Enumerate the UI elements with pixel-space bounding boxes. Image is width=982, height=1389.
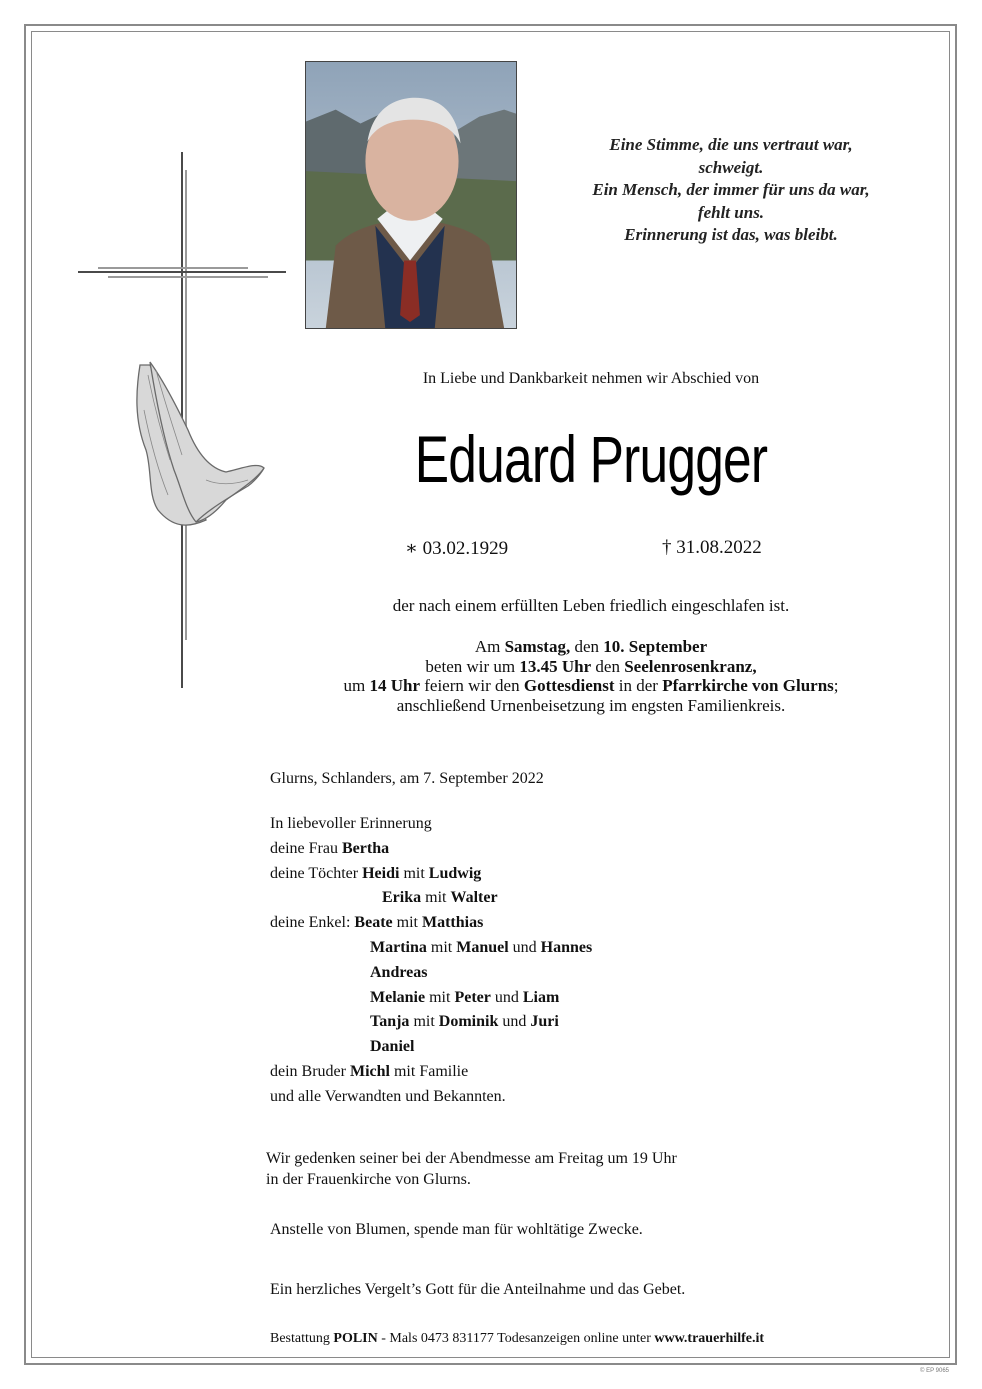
family-row: Andreas (370, 963, 428, 981)
family-row: dein Bruder Michl mit Familie (270, 1062, 469, 1080)
service-line: beten wir um 13.45 Uhr den Seelenrosenkranz, (425, 656, 757, 676)
family-row: deine Frau Bertha (270, 839, 390, 857)
family-row: deine Enkel: Beate mit Matthias (270, 914, 484, 932)
family-row: und alle Verwandten und Bekannten. (270, 1087, 506, 1105)
document-code: © EP 9065 (920, 1368, 949, 1374)
service-line: um 14 Uhr feiern wir den Gottesdienst in der Pfarrkirche von Glurns; (343, 676, 839, 695)
service-info (250, 637, 932, 715)
memorial-mass (266, 1148, 677, 1190)
poem-line: Erinnerung ist das, was bleibt. (624, 225, 838, 244)
family-row: Daniel (370, 1038, 415, 1056)
flowers-note: Anstelle von Blumen, spende man für wohltätige Zwecke. (270, 1221, 643, 1238)
poem (548, 134, 914, 247)
family-row: Erika mit Walter (382, 889, 498, 907)
portrait-photo (305, 61, 517, 329)
footer: Bestattung POLIN - Mals 0473 831177 Todesanzeigen online unter www.trauerhilfe.it (270, 1331, 765, 1346)
family-row: Melanie mit Peter und Liam (370, 988, 560, 1006)
service-line: anschließend Urnenbeisetzung im engsten Familienkreis. (396, 695, 786, 715)
place-date: Glurns, Schlanders, am 7. September 2022 (270, 770, 544, 787)
cross-praying-hands-icon (78, 150, 290, 690)
poem-line: schweigt. (698, 157, 764, 177)
peace-text: der nach einem erfüllten Leben friedlich eingeschlafen ist. (392, 596, 790, 615)
family-list (270, 812, 592, 1110)
intro-text: In Liebe und Dankbarkeit nehmen wir Abschied von (422, 370, 760, 387)
family-row: In liebevoller Erinnerung (270, 815, 432, 832)
poem-line: Eine Stimme, die uns vertraut war, (609, 135, 853, 154)
family-row: Martina mit Manuel und Hannes (370, 938, 593, 956)
family-row: deine Töchter Heidi mit Ludwig (270, 864, 482, 882)
death-date: † 31.08.2022 (662, 537, 762, 558)
birth-date: ∗ 03.02.1929 (405, 538, 509, 559)
poem-line: Ein Mensch, der immer für uns da war, (592, 180, 870, 199)
website-link[interactable]: www.trauerhilfe.it (654, 1331, 765, 1346)
thanks-note: Ein herzliches Vergelt’s Gott für die Anteilnahme und das Gebet. (270, 1281, 686, 1298)
deceased-name: Eduard Prugger (414, 422, 768, 496)
service-line: Am Samstag, den 10. September (474, 637, 708, 656)
memorial-line: in der Frauenkirche von Glurns. (266, 1171, 471, 1188)
poem-line: fehlt uns. (697, 202, 765, 222)
family-row: Tanja mit Dominik und Juri (370, 1013, 559, 1031)
memorial-line: Wir gedenken seiner bei der Abendmesse am Freitag um 19 Uhr (266, 1150, 677, 1167)
